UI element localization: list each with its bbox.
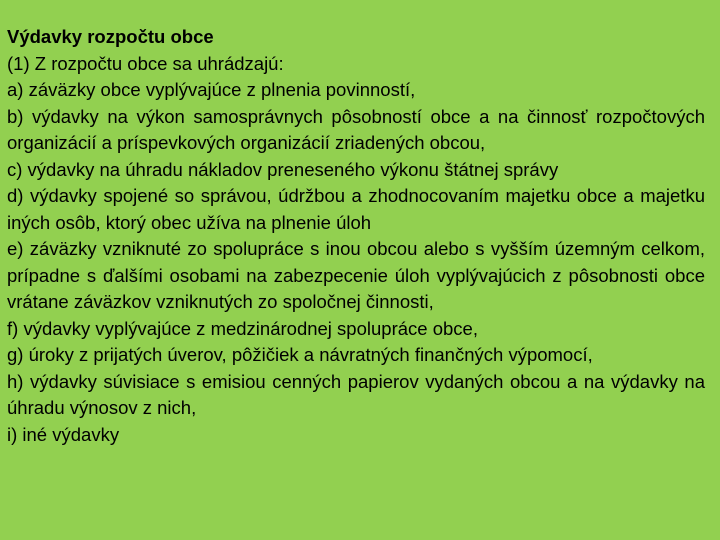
list-item-d: d) výdavky spojené so správou, údržbou a zhodnocovaním majetku obce a majetku iných osôb, ktorý obec užíva na plnenie úloh — [7, 185, 705, 233]
intro-text: (1) Z rozpočtu obce sa uhrádzajú: — [7, 52, 284, 74]
list-item-e: e) záväzky vzniknuté zo spolupráce s inou obcou alebo s vyšším územným celkom, prípadne s ďalšími osobami na zabezpecenie úloh vyplývajúcich z pôsobnosti obce vrátane záväzkov vzniknutých zo spoločnej činnosti, — [7, 238, 705, 312]
list-item-a: a) záväzky obce vyplývajúce z plnenia povinností, — [7, 79, 416, 100]
slide-content — [7, 24, 705, 448]
list-item-b: b) výdavky na výkon samosprávnych pôsobností obce a na činnosť rozpočtových organizácií a príspevkových organizácií zriadených obcou, — [7, 105, 705, 153]
list-item-g: g) úroky z prijatých úverov, pôžičiek a návratných finančných výpomocí, — [7, 344, 593, 365]
list-item-h: h) výdavky súvisiace s emisiou cenných papierov vydaných obcou a na výdavky na úhradu výnosov z nich, — [7, 370, 705, 418]
list-item-f: f) výdavky vyplývajúce z medzinárodnej spolupráce obce, — [7, 317, 478, 339]
list-item-i: i) iné výdavky — [7, 423, 120, 445]
slide-title: Výdavky rozpočtu obce — [7, 26, 214, 47]
list-item-c: c) výdavky na úhradu nákladov preneseného výkonu štátnej správy — [7, 158, 559, 180]
